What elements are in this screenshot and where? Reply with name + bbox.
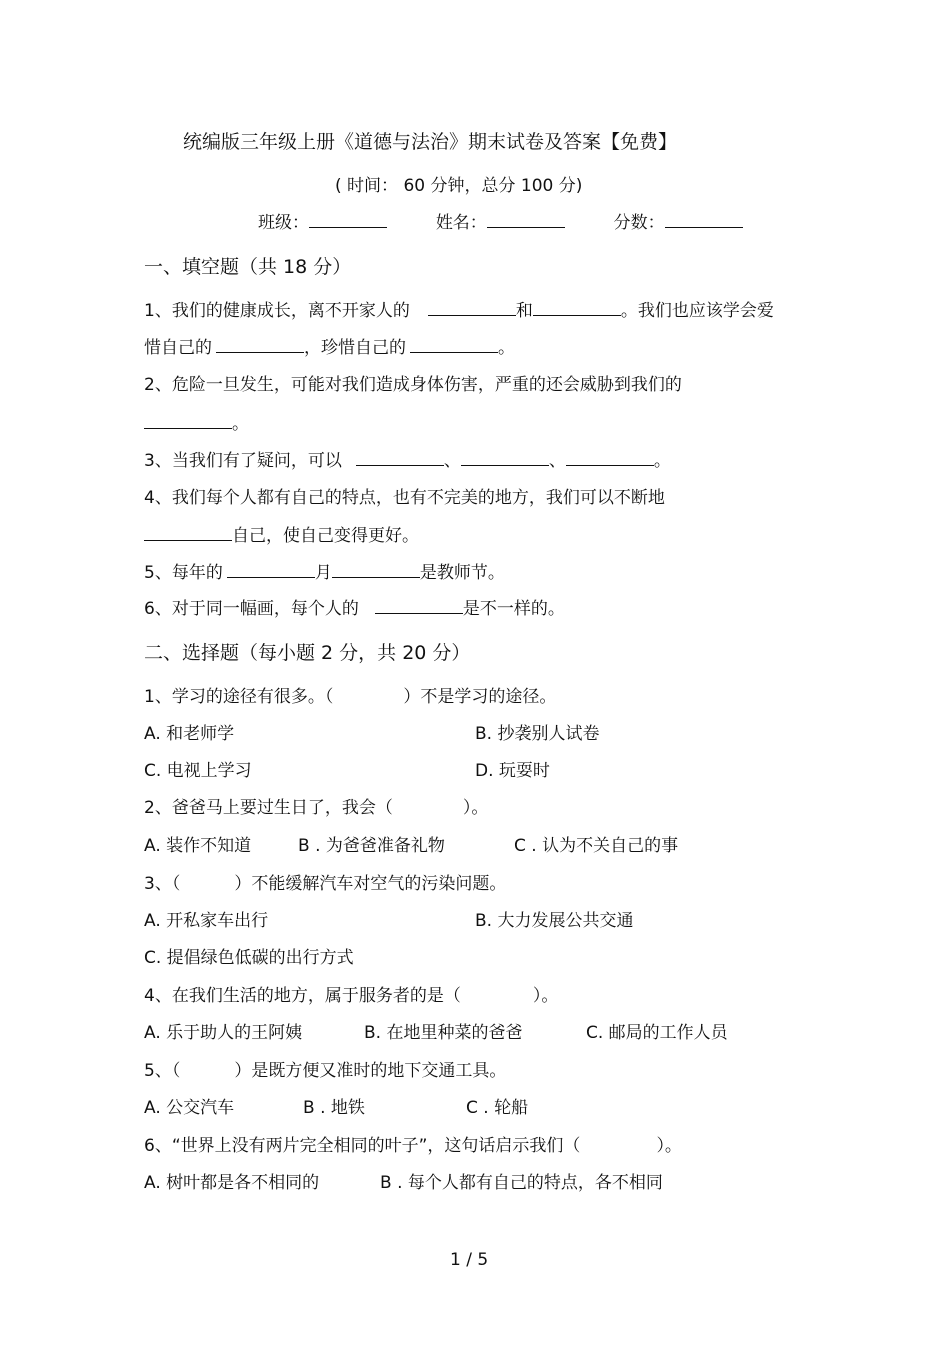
choice-option-b: B . 每个人都有自己的特点，各不相同 xyxy=(380,1173,663,1193)
choice-option-b: B. 抄袭别人试卷 xyxy=(475,724,600,744)
answer-blank xyxy=(533,300,621,316)
answer-blank xyxy=(144,413,232,429)
answer-blank xyxy=(375,598,463,614)
choice-question-5-stem: 5、（ ）是既方便又准时的地下交通工具。 xyxy=(144,1061,507,1081)
fill-question-4-line-2: 自己，使自己变得更好。 xyxy=(144,525,419,547)
choice-question-3-stem: 3、（ ）不能缓解汽车对空气的污染问题。 xyxy=(144,874,507,894)
class-blank xyxy=(309,212,387,228)
answer-blank xyxy=(410,337,498,353)
class-label: 班级： xyxy=(258,213,309,233)
fill-question-6: 6、对于同一幅画，每个人的 是不一样的。 xyxy=(144,599,565,619)
section-heading-multiple-choice: 二、选择题（每小题 2 分，共 20 分） xyxy=(144,642,471,664)
fill-question-5: 5、每年的 月 是教师节。 xyxy=(144,563,505,583)
choice-option-b: B . 地铁 xyxy=(303,1098,365,1118)
exam-meta: ( 时间： 60 分钟，总分 100 分) xyxy=(335,176,583,196)
choice-option-a: A. 公交汽车 xyxy=(144,1098,235,1118)
choice-option-c: C . 轮船 xyxy=(466,1098,529,1118)
fill-question-4-line-1: 4、我们每个人都有自己的特点，也有不完美的地方，我们可以不断地 xyxy=(144,488,665,508)
answer-blank xyxy=(566,450,654,466)
choice-option-a: A. 装作不知道 xyxy=(144,836,252,856)
choice-option-a: A. 乐于助人的王阿姨 xyxy=(144,1023,303,1043)
name-blank xyxy=(487,212,565,228)
choice-question-4-stem: 4、在我们生活的地方，属于服务者的是（ ）。 xyxy=(144,986,559,1006)
page-number: 1 / 5 xyxy=(450,1250,489,1270)
answer-blank xyxy=(144,525,232,541)
student-info-row xyxy=(258,212,743,234)
answer-blank xyxy=(461,450,549,466)
choice-option-c: C. 电视上学习 xyxy=(144,761,252,781)
fill-question-2-line-2: 。 xyxy=(144,413,249,435)
answer-blank xyxy=(332,562,420,578)
answer-blank xyxy=(356,450,444,466)
choice-option-c: C . 认为不关自己的事 xyxy=(514,836,679,856)
page-title: 统编版三年级上册《道德与法治》期末试卷及答案【免费】 xyxy=(183,131,678,153)
choice-option-b: B. 大力发展公共交通 xyxy=(475,911,634,931)
choice-option-a: A. 树叶都是各不相同的 xyxy=(144,1173,320,1193)
score-blank xyxy=(665,212,743,228)
choice-option-a: A. 开私家车出行 xyxy=(144,911,269,931)
fill-question-1-line-2: 惜自己的 ，珍惜自己的 。 xyxy=(144,338,515,358)
choice-question-6-stem: 6、“世界上没有两片完全相同的叶子”，这句话启示我们（ ）。 xyxy=(144,1136,682,1156)
choice-question-2-stem: 2、爸爸马上要过生日了，我会（ ）。 xyxy=(144,798,489,818)
choice-option-b: B. 在地里种菜的爸爸 xyxy=(364,1023,523,1043)
answer-blank xyxy=(216,337,304,353)
section-heading-fill-in: 一、填空题（共 18 分） xyxy=(144,256,352,278)
answer-blank xyxy=(227,562,315,578)
choice-option-c: C. 提倡绿色低碳的出行方式 xyxy=(144,948,354,968)
choice-option-a: A. 和老师学 xyxy=(144,724,235,744)
name-label: 姓名： xyxy=(435,213,487,233)
choice-option-b: B . 为爸爸准备礼物 xyxy=(298,836,445,856)
fill-question-1-line-1: 1、我们的健康成长，离不开家人的 和 。我们也应该学会爱 xyxy=(144,301,774,321)
choice-option-d: D. 玩耍时 xyxy=(475,761,550,781)
choice-question-1-stem: 1、学习的途径有很多。（ ）不是学习的途径。 xyxy=(144,687,557,707)
fill-question-3: 3、当我们有了疑问，可以 、 、 。 xyxy=(144,451,671,471)
fill-question-2-line-1: 2、危险一旦发生，可能对我们造成身体伤害，严重的还会威胁到我们的 xyxy=(144,375,682,395)
answer-blank xyxy=(428,300,516,316)
score-label: 分数： xyxy=(613,213,665,233)
choice-option-c: C. 邮局的工作人员 xyxy=(586,1023,728,1043)
